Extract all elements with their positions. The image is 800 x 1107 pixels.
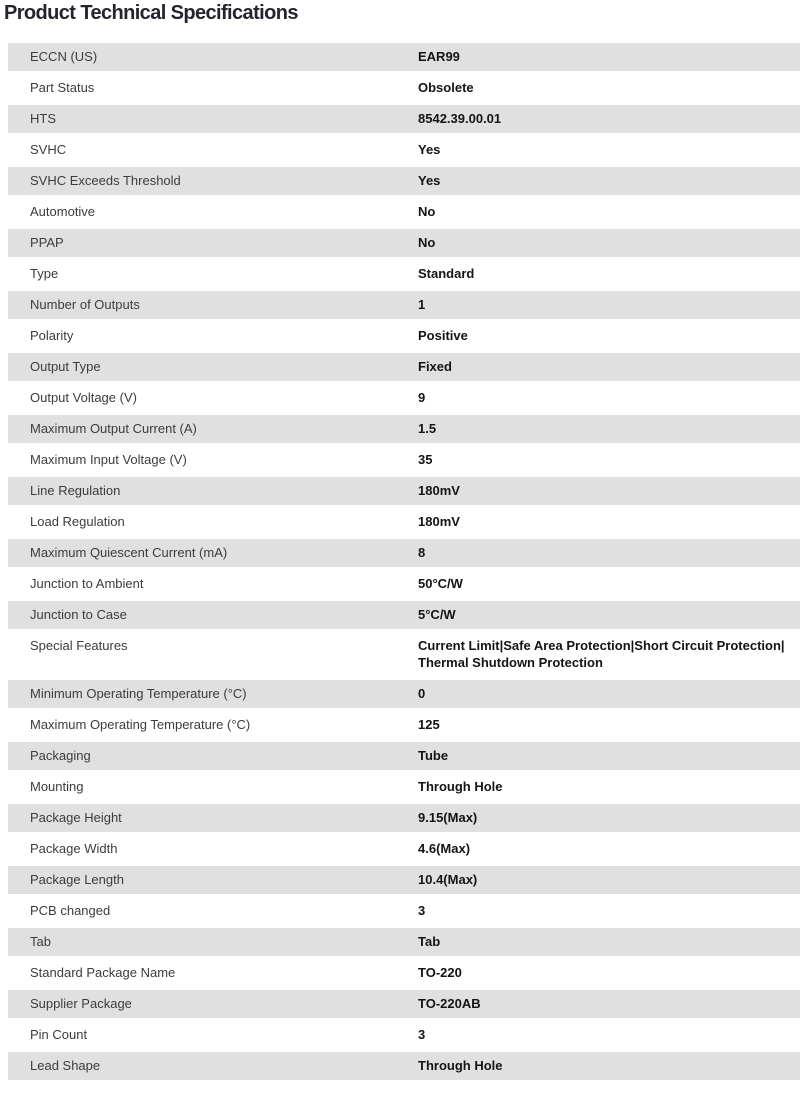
spec-row bbox=[8, 835, 800, 863]
spec-value: 1 bbox=[418, 297, 426, 312]
spec-row bbox=[8, 632, 800, 677]
spec-label: SVHC bbox=[30, 142, 67, 157]
spec-value: Yes bbox=[418, 173, 441, 188]
spec-label: PPAP bbox=[30, 235, 64, 250]
spec-row bbox=[8, 990, 800, 1018]
spec-row bbox=[8, 773, 800, 801]
spec-row bbox=[8, 229, 800, 257]
spec-row bbox=[8, 74, 800, 102]
spec-row bbox=[8, 1052, 800, 1080]
spec-label: Lead Shape bbox=[30, 1058, 101, 1073]
spec-row bbox=[8, 353, 800, 381]
spec-label: Output Type bbox=[30, 359, 101, 374]
spec-value: 8542.39.00.01 bbox=[418, 111, 502, 126]
spec-label: Mounting bbox=[30, 779, 84, 794]
spec-row bbox=[8, 198, 800, 226]
spec-row bbox=[8, 446, 800, 474]
spec-label: Package Length bbox=[30, 872, 124, 887]
spec-row bbox=[8, 866, 800, 894]
spec-value: 8 bbox=[418, 545, 426, 560]
spec-row bbox=[8, 477, 800, 505]
spec-value: 3 bbox=[418, 1027, 426, 1042]
spec-row bbox=[8, 384, 800, 412]
spec-row bbox=[8, 167, 800, 195]
spec-value: 1.5 bbox=[418, 421, 437, 436]
spec-label: PCB changed bbox=[30, 903, 111, 918]
spec-value: 180mV bbox=[418, 483, 460, 498]
spec-value: Tube bbox=[418, 748, 449, 763]
spec-label: Load Regulation bbox=[30, 514, 125, 529]
spec-row bbox=[8, 570, 800, 598]
spec-label: Type bbox=[30, 266, 59, 281]
spec-label: HTS bbox=[30, 111, 56, 126]
spec-value: TO-220 bbox=[418, 965, 462, 980]
spec-value: No bbox=[418, 235, 436, 250]
spec-label: SVHC Exceeds Threshold bbox=[30, 173, 181, 188]
spec-label: Package Height bbox=[30, 810, 122, 825]
spec-label: Maximum Output Current (A) bbox=[30, 421, 197, 436]
page-title: Product Technical Specifications bbox=[4, 2, 298, 24]
spec-label: ECCN (US) bbox=[30, 49, 98, 64]
spec-label: Junction to Case bbox=[30, 607, 127, 622]
spec-value: 5°C/W bbox=[418, 607, 456, 622]
spec-value: 0 bbox=[418, 686, 426, 701]
spec-value: Current Limit|Safe Area Protection|Short Circuit Protection|Thermal Shutdown Protection bbox=[418, 638, 785, 670]
spec-label: Output Voltage (V) bbox=[30, 390, 137, 405]
spec-value: 9 bbox=[418, 390, 426, 405]
spec-row bbox=[8, 291, 800, 319]
spec-value: TO-220AB bbox=[418, 996, 481, 1011]
spec-value: EAR99 bbox=[418, 49, 460, 64]
spec-row bbox=[8, 136, 800, 164]
spec-value: 3 bbox=[418, 903, 426, 918]
spec-row bbox=[8, 928, 800, 956]
spec-row bbox=[8, 539, 800, 567]
spec-label: Special Features bbox=[30, 638, 128, 653]
spec-table bbox=[0, 43, 800, 1080]
spec-label: Minimum Operating Temperature (°C) bbox=[30, 686, 247, 701]
spec-value: 4.6(Max) bbox=[418, 841, 471, 856]
spec-value: 35 bbox=[418, 452, 433, 467]
spec-value: Fixed bbox=[418, 359, 452, 374]
spec-label: Automotive bbox=[30, 204, 96, 219]
spec-value: Positive bbox=[418, 328, 468, 343]
spec-row bbox=[8, 742, 800, 770]
spec-row bbox=[8, 959, 800, 987]
spec-row bbox=[8, 1021, 800, 1049]
spec-label: Package Width bbox=[30, 841, 118, 856]
spec-label: Packaging bbox=[30, 748, 91, 763]
spec-label: Pin Count bbox=[30, 1027, 88, 1042]
spec-row bbox=[8, 260, 800, 288]
spec-value: 125 bbox=[418, 717, 440, 732]
spec-value: No bbox=[418, 204, 436, 219]
spec-label: Supplier Package bbox=[30, 996, 132, 1011]
spec-row bbox=[8, 43, 800, 71]
spec-value: 10.4(Max) bbox=[418, 872, 478, 887]
spec-value: Obsolete bbox=[418, 80, 474, 95]
spec-value: Standard bbox=[418, 266, 475, 281]
spec-label: Part Status bbox=[30, 80, 95, 95]
spec-label: Number of Outputs bbox=[30, 297, 140, 312]
spec-row bbox=[8, 711, 800, 739]
spec-label: Tab bbox=[30, 934, 51, 949]
spec-value: Through Hole bbox=[418, 1058, 503, 1073]
spec-value: Yes bbox=[418, 142, 441, 157]
spec-row bbox=[8, 601, 800, 629]
spec-value: Tab bbox=[418, 934, 441, 949]
spec-row bbox=[8, 508, 800, 536]
spec-row bbox=[8, 322, 800, 350]
spec-row bbox=[8, 897, 800, 925]
spec-label: Polarity bbox=[30, 328, 74, 343]
spec-value: Through Hole bbox=[418, 779, 503, 794]
spec-row bbox=[8, 105, 800, 133]
spec-value: 50°C/W bbox=[418, 576, 463, 591]
spec-row bbox=[8, 804, 800, 832]
spec-row bbox=[8, 415, 800, 443]
spec-label: Maximum Operating Temperature (°C) bbox=[30, 717, 251, 732]
spec-label: Standard Package Name bbox=[30, 965, 176, 980]
spec-row bbox=[8, 680, 800, 708]
spec-label: Line Regulation bbox=[30, 483, 121, 498]
spec-label: Maximum Quiescent Current (mA) bbox=[30, 545, 228, 560]
spec-value: 180mV bbox=[418, 514, 460, 529]
spec-label: Junction to Ambient bbox=[30, 576, 144, 591]
spec-value: 9.15(Max) bbox=[418, 810, 478, 825]
spec-label: Maximum Input Voltage (V) bbox=[30, 452, 187, 467]
